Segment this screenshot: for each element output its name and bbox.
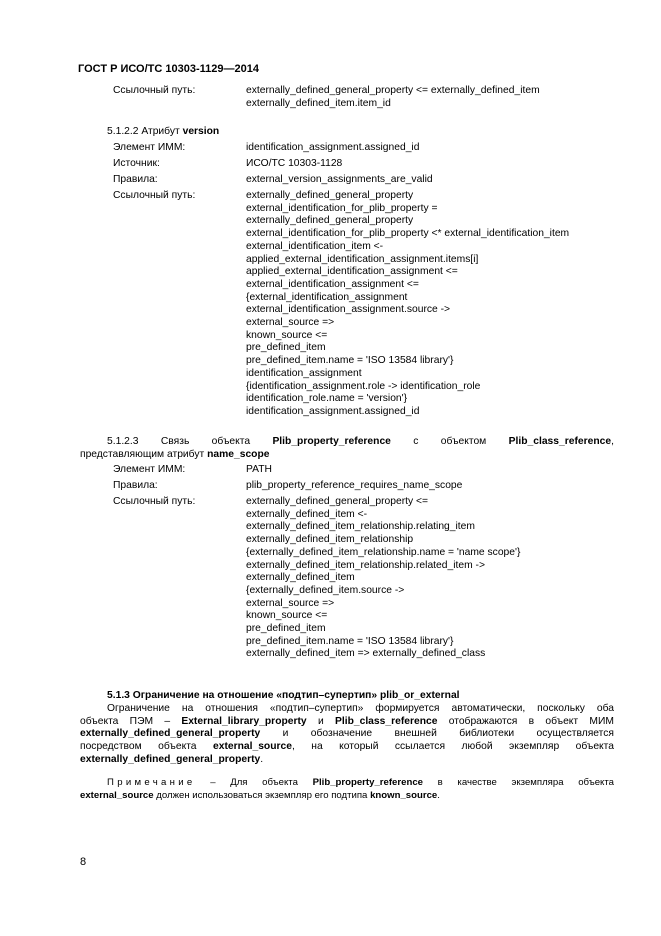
entity: externally_defined_general_property <box>80 728 261 740</box>
element-value: PATH <box>246 464 272 475</box>
rules-value: external_version_assignments_are_valid <box>246 174 433 185</box>
document-header: ГОСТ Р ИСО/ТС 10303-1129—2014 <box>78 63 259 75</box>
text: . <box>437 789 440 801</box>
section-heading-5-1-3: 5.1.3 Ограничение на отношение «подтип–супертип» plib_or_external <box>107 690 460 701</box>
text: и обозначение внешней библиотеки осуществляется <box>260 728 614 740</box>
heading-number: 5.1.2.3 <box>107 436 139 447</box>
para-line <box>80 728 614 741</box>
heading-text: 5.1.2.2 Атрибут <box>107 126 183 137</box>
heading-entity-group <box>509 436 614 449</box>
para-line <box>80 716 614 729</box>
text: объекта ПЭМ – <box>80 715 182 727</box>
text: посредством объекта <box>80 741 213 753</box>
heading-text: представляющим атрибут <box>80 448 208 460</box>
entity: Plib_property_reference <box>312 777 423 788</box>
ref-line: known_source <= <box>246 329 328 341</box>
text: . <box>260 753 264 765</box>
ref-line: externally_defined_general_property <box>246 190 414 201</box>
ref-path-label: Ссылочный путь: <box>113 496 196 507</box>
heading-attribute: version <box>182 126 220 137</box>
ref-line: pre_defined_item <box>246 623 326 635</box>
entity: External_library_property <box>181 715 307 727</box>
entity: external_source <box>80 789 154 801</box>
para-line: Ограничение на отношения «подтип–супертип» формируется автоматически, поскольку оба <box>107 703 614 714</box>
ref-line: {externally_defined_item_relationship.name = 'name scope'} <box>246 546 521 558</box>
ref-line: identification_assignment.assigned_id <box>246 405 420 417</box>
note <box>80 777 614 802</box>
text: Для объекта <box>230 777 313 788</box>
element-value: identification_assignment.assigned_id <box>246 142 420 153</box>
ref-line: {external_identification_assignment <box>246 291 408 303</box>
text: в качестве экземпляра объекта <box>422 777 614 788</box>
ref-line: known_source <= <box>246 610 328 622</box>
page-number: 8 <box>80 856 87 868</box>
rules-label: Правила: <box>113 480 158 491</box>
heading-line-2 <box>80 449 614 462</box>
ref-line: externally_defined_general_property <box>246 215 414 227</box>
note-line <box>80 790 614 803</box>
ref-line: externally_defined_item_relationship.relating_item <box>246 521 475 533</box>
section-heading-5-1-2-3 <box>80 436 614 461</box>
ref-line: identification_assignment <box>246 367 362 379</box>
section-heading-5-1-2-2 <box>107 126 219 139</box>
ref-line: externally_defined_item <- <box>246 508 368 520</box>
heading-attribute: name_scope <box>207 448 270 460</box>
note-label: Примечание <box>107 777 196 788</box>
ref-path-label: Ссылочный путь: <box>113 190 196 201</box>
ref-line: externally_defined_general_property <= <box>246 496 429 507</box>
ref-line: identification_role.name = 'version'} <box>246 393 408 405</box>
rules-value: plib_property_reference_requires_name_scope <box>246 480 463 491</box>
para-line <box>80 754 614 767</box>
ref-path-value <box>246 190 569 419</box>
text: , на который ссылается любой экземпляр объекта <box>291 741 614 753</box>
heading-word: Связь <box>160 436 190 447</box>
ref-line: external_identification_for_plib_property = <box>246 202 438 214</box>
note-line <box>80 777 614 790</box>
ref-line: external_identification_assignment.source -> <box>246 304 451 316</box>
note-dash: – <box>195 777 231 788</box>
entity: external_source <box>212 741 292 753</box>
entity: known_source <box>370 789 438 801</box>
heading-word: объекта <box>211 436 251 447</box>
ref-line: external_identification_assignment <= <box>246 278 419 290</box>
ref-line: external_source => <box>246 317 335 329</box>
text: должен использоваться экземпляр его подтипа <box>153 789 371 801</box>
ref-line: externally_defined_item.item_id <box>246 97 391 109</box>
ref-line: {identification_assignment.role -> identification_role <box>246 380 481 392</box>
heading-word: объектом <box>440 436 487 447</box>
heading-entity: Plib_class_reference <box>508 436 612 447</box>
para-line <box>80 741 614 754</box>
ref-line: externally_defined_item_relationship <box>246 534 414 546</box>
heading-entity: Plib_property_reference <box>272 436 391 447</box>
ref-line: applied_external_identification_assignment <= <box>246 266 458 278</box>
heading-line-1 <box>80 436 614 449</box>
ref-line: external_identification_item <- <box>246 240 384 252</box>
paragraph-5-1-3 <box>80 703 614 767</box>
rules-label: Правила: <box>113 174 158 185</box>
entity: externally_defined_general_property <box>80 753 261 765</box>
heading-comma: , <box>611 436 614 447</box>
ref-line: external_source => <box>246 597 335 609</box>
text: отображаются в объект МИМ <box>437 715 614 727</box>
ref-path-label: Ссылочный путь: <box>113 85 196 96</box>
ref-line: applied_external_identification_assignment.items[i] <box>246 253 479 265</box>
ref-line: externally_defined_item <box>246 572 355 584</box>
ref-line: external_identification_for_plib_property <* external_identification_item <box>246 228 570 240</box>
ref-path-value <box>246 85 540 110</box>
text: и <box>306 715 335 727</box>
heading-word: с <box>413 436 419 447</box>
ref-line: externally_defined_item => externally_defined_class <box>246 648 486 660</box>
source-value: ИСО/ТС 10303-1128 <box>246 158 343 169</box>
element-label: Элемент ИММ: <box>113 464 186 475</box>
source-label: Источник: <box>113 158 160 169</box>
ref-line: externally_defined_item_relationship.related_item -> <box>246 559 485 571</box>
ref-path-value <box>246 496 520 661</box>
ref-line: pre_defined_item.name = 'ISO 13584 library'} <box>246 635 454 647</box>
ref-line: pre_defined_item <box>246 342 326 354</box>
element-label: Элемент ИММ: <box>113 142 186 153</box>
ref-line: pre_defined_item.name = 'ISO 13584 library'} <box>246 355 454 367</box>
entity: Plib_class_reference <box>334 715 438 727</box>
ref-line: externally_defined_general_property <= externally_defined_item <box>246 85 540 96</box>
ref-line: {externally_defined_item.source -> <box>246 584 405 596</box>
